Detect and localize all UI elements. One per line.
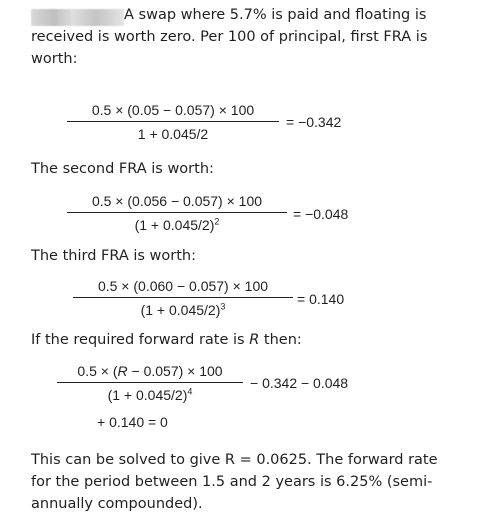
fra4-fraction <box>57 362 243 404</box>
fra1-numerator: 0.5 × (0.05 − 0.057) × 100 <box>67 101 279 122</box>
fra2-fraction <box>67 192 287 234</box>
fra2-result: = −0.048 <box>293 206 349 222</box>
intro-line-1: A swap where 5.7% is paid and floating is <box>124 7 427 23</box>
conclusion-line-3: annually compounded). <box>31 496 203 512</box>
conclusion-line-1: This can be solved to give R = 0.0625. The forward rate <box>31 452 438 468</box>
second-fra-label: The second FRA is worth: <box>31 161 214 177</box>
fra4-result: − 0.342 − 0.048 <box>250 375 349 391</box>
fra4-continuation: + 0.140 = 0 <box>97 414 168 430</box>
fra2-numerator: 0.5 × (0.056 − 0.057) × 100 <box>67 192 287 213</box>
third-fra-label: The third FRA is worth: <box>31 248 197 264</box>
fra1-result: = −0.342 <box>286 114 342 130</box>
required-rate-label: If the required forward rate is R then: <box>31 332 302 348</box>
fra3-numerator: 0.5 × (0.060 − 0.057) × 100 <box>73 277 293 298</box>
intro-line-2: received is worth zero. Per 100 of principal, first FRA is <box>31 29 428 45</box>
intro-line-3: worth: <box>31 51 78 67</box>
fra1-denominator: 1 + 0.045/2 <box>137 126 209 142</box>
conclusion-line-2: for the period between 1.5 and 2 years is 6.25% (semi- <box>31 474 433 490</box>
fra4-numerator: 0.5 × (R − 0.057) × 100 <box>57 362 243 383</box>
fra2-denominator: $(1 + 0.045/2)^2$ <box>134 216 220 233</box>
redacted-text-block <box>31 9 124 26</box>
fra3-denominator: $(1 + 0.045/2)^3$ <box>140 301 226 318</box>
fra1-fraction <box>67 101 279 143</box>
fra3-result: = 0.140 <box>297 291 345 307</box>
fra4-denominator: $(1 + 0.045/2)^4$ <box>107 386 193 403</box>
fra3-fraction <box>73 277 293 319</box>
